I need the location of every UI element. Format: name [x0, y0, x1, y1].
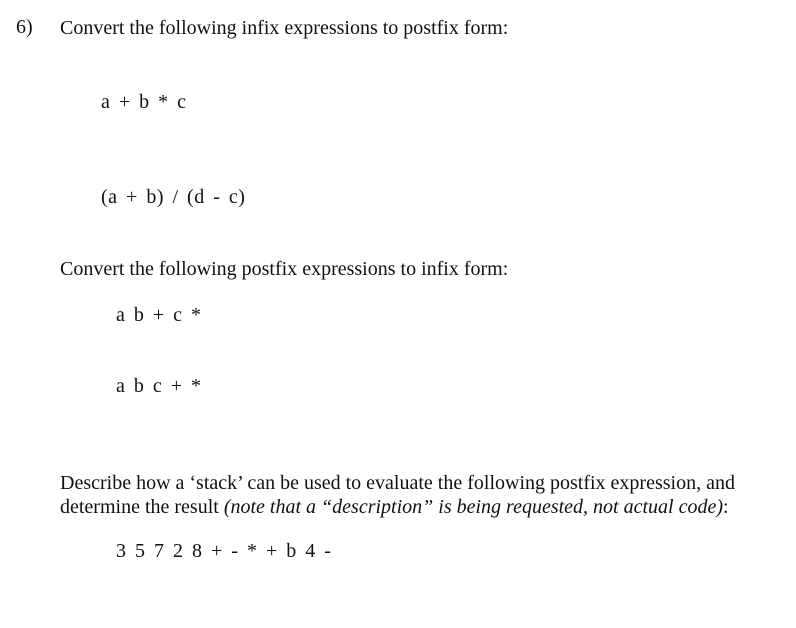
infix-expression-2: (a + b) / (d - c) — [101, 186, 246, 208]
infix-expression-1: a + b * c — [101, 91, 187, 113]
postfix-to-infix-heading: Convert the following postfix expressions to infix form: — [60, 258, 509, 280]
stack-prompt-line-2-end: : — [723, 496, 729, 518]
stack-prompt-note: (note that a “description” is being requested, not actual code) — [223, 496, 724, 518]
stack-evaluation-prompt — [60, 471, 780, 519]
question-number: 6) — [16, 16, 33, 38]
postfix-expression-1: a b + c * — [116, 304, 202, 326]
stack-prompt-line-2-text: determine the result — [60, 496, 224, 518]
infix-to-postfix-heading: Convert the following infix expressions to postfix form: — [60, 17, 509, 39]
evaluate-postfix-expression: 3 5 7 2 8 + - * + b 4 - — [116, 540, 332, 562]
stack-prompt-line-1: Describe how a ‘stack’ can be used to evaluate the following postfix expression, and — [60, 472, 735, 494]
stack-prompt-line-2 — [60, 495, 780, 519]
postfix-expression-2: a b c + * — [116, 375, 202, 397]
